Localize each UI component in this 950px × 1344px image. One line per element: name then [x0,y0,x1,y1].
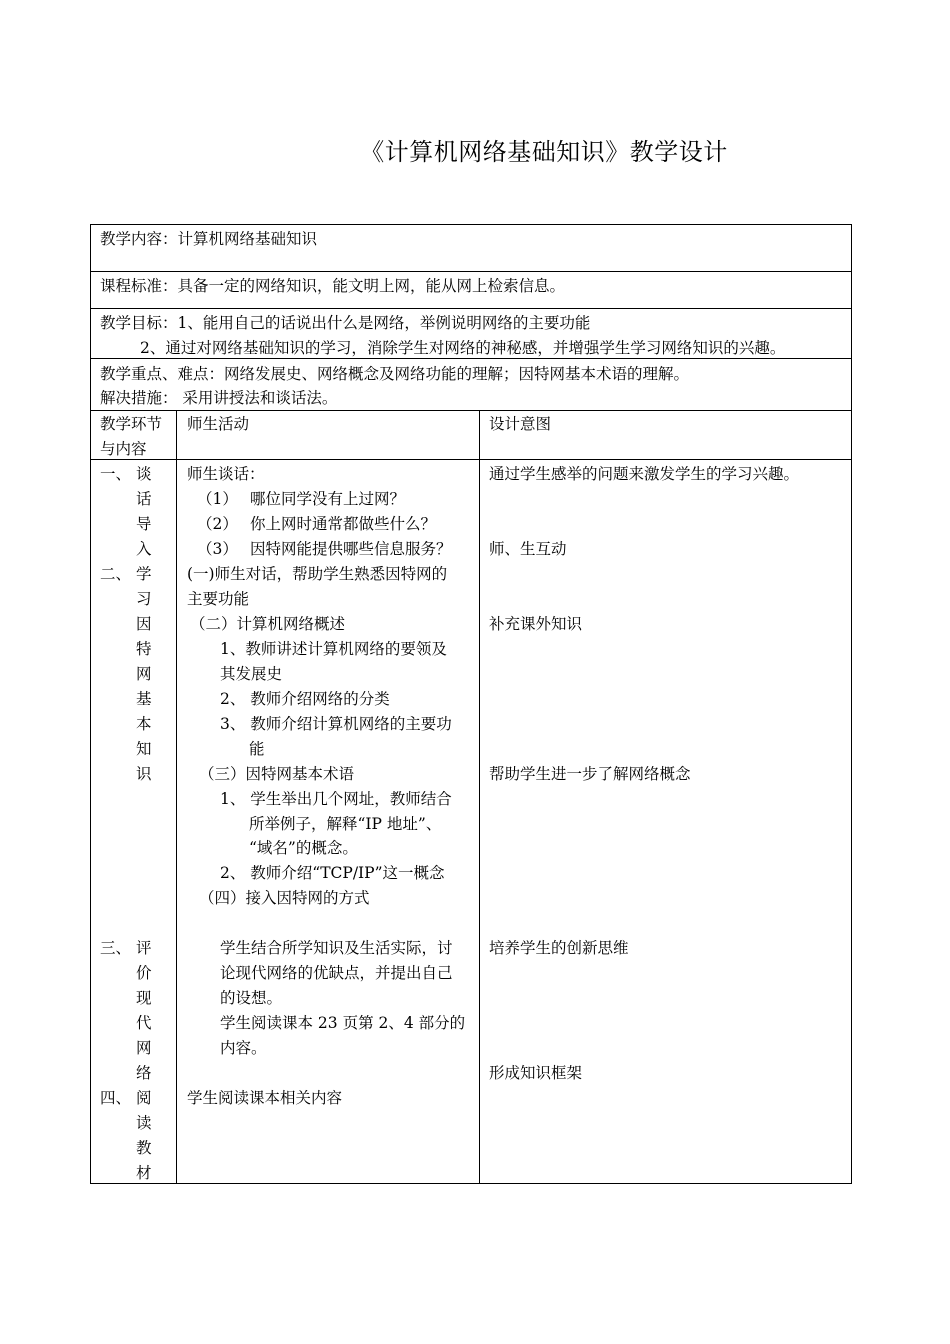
activity-line: 主要功能 [187,590,250,608]
row-divider [90,459,852,460]
section-2-char: 因 [136,615,152,633]
design-intent: 补充课外知识 [489,615,583,633]
question-text: 你上网时通常都做些什么？ [250,515,437,533]
activity-line: 能 [249,740,265,758]
question-number: （3） [197,540,238,558]
section-1-char: 话 [136,490,152,508]
col-header-intent: 设计意图 [489,415,552,433]
section-3-number: 三、 [100,939,132,957]
design-intent: 师、生互动 [489,540,567,558]
row-divider [90,308,852,309]
question-text: 哪位同学没有上过网？ [250,490,406,508]
section-4-char: 阅 [136,1089,152,1107]
activity-line: 2、 教师介绍“TCP/IP”这一概念 [220,864,445,882]
activity-line: 的设想。 [220,989,283,1007]
section-1-char: 入 [136,540,152,558]
column-divider [479,410,480,1184]
section-2-char: 基 [136,690,152,708]
row-divider [90,271,852,272]
activity-heading: （四）接入因特网的方式 [199,889,370,907]
activity-line: 学生阅读课本相关内容 [187,1089,343,1107]
design-intent: 形成知识框架 [489,1064,583,1082]
activity-line: 1、 学生举出几个网址，教师结合 [220,790,452,808]
section-2-char: 识 [136,765,152,783]
section-3-char: 代 [136,1014,152,1032]
section-2-char: 知 [136,740,152,758]
activity-line: 师生谈话： [187,465,265,483]
section-4-char: 教 [136,1139,152,1157]
question-number: （1） [197,490,238,508]
question-text: 因特网能提供哪些信息服务？ [250,540,452,558]
activity-heading: （三）因特网基本术语 [199,765,355,783]
design-intent: 通过学生感举的问题来激发学生的学习兴趣。 [489,465,800,483]
solution-measures: 解决措施： 采用讲授法和谈话法。 [100,389,338,407]
activity-line: 其发展史 [220,665,283,683]
question-number: （2） [197,515,238,533]
teaching-content: 教学内容：计算机网络基础知识 [100,230,318,248]
activity-line: 学生阅读课本 23 页第 2、4 部分的 [220,1014,466,1032]
design-intent: 培养学生的创新思维 [489,939,629,957]
section-1-number: 一、 [100,465,132,483]
section-1-char: 导 [136,515,152,533]
section-2-number: 二、 [100,565,132,583]
row-divider [90,410,852,411]
col-header-activity: 师生活动 [187,415,250,433]
col-header-stage: 教学环节 [100,415,163,433]
activity-line: 学生结合所学知识及生活实际，讨 [220,939,453,957]
section-4-number: 四、 [100,1089,132,1107]
col-header-stage-2: 与内容 [100,440,147,458]
activity-line: 2、 教师介绍网络的分类 [220,690,390,708]
row-divider [90,358,852,359]
activity-line: 3、 教师介绍计算机网络的主要功 [220,715,452,733]
section-2-char: 学 [136,565,152,583]
column-divider [176,410,177,1184]
section-3-char: 评 [136,939,152,957]
design-intent: 帮助学生进一步了解网络概念 [489,765,691,783]
section-3-char: 络 [136,1064,152,1082]
section-2-char: 习 [136,590,152,608]
section-3-char: 现 [136,989,152,1007]
activity-line: 论现代网络的优缺点，并提出自己 [220,964,453,982]
section-3-char: 价 [136,964,152,982]
section-3-char: 网 [136,1039,152,1057]
section-4-char: 材 [136,1164,152,1182]
teaching-goal-1: 教学目标：1、能用自己的话说出什么是网络，举例说明网络的主要功能 [100,314,591,332]
activity-line: 所举例子，解释“IP 地址”、 [249,815,442,833]
section-4-char: 读 [136,1114,152,1132]
teaching-goal-2: 2、通过对网络基础知识的学习，消除学生对网络的神秘感，并增强学生学习网络知识的兴趣。 [140,339,786,357]
activity-line: 1、教师讲述计算机网络的要领及 [220,640,447,658]
course-standard: 课程标准：具备一定的网络知识，能文明上网，能从网上检索信息。 [100,277,566,295]
page-title: 《计算机网络基础知识》教学设计 [360,138,728,166]
activity-line: “域名”的概念。 [249,839,358,857]
section-2-char: 特 [136,640,152,658]
activity-line: 内容。 [220,1039,267,1057]
key-points: 教学重点、难点：网络发展史、网络概念及网络功能的理解；因特网基本术语的理解。 [100,365,690,383]
activity-line: (一)师生对话，帮助学生熟悉因特网的 [187,565,448,583]
activity-heading: （二）计算机网络概述 [190,615,346,633]
section-2-char: 网 [136,665,152,683]
section-2-char: 本 [136,715,152,733]
section-1-char: 谈 [136,465,152,483]
